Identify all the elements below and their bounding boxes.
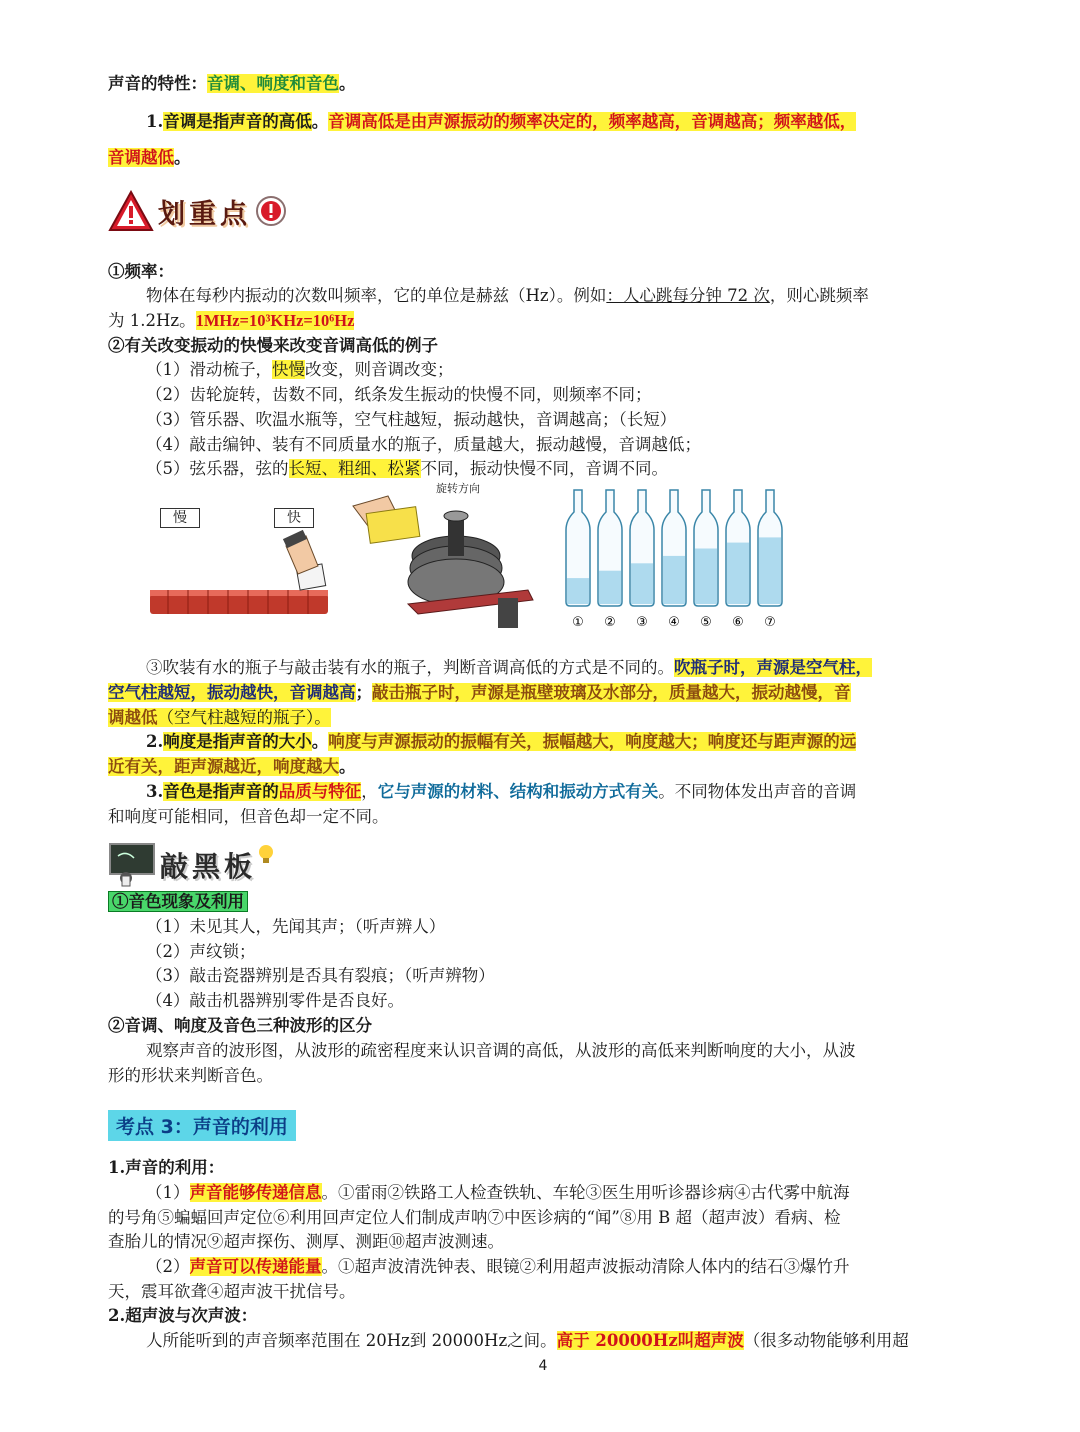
bottle-4	[662, 490, 686, 630]
title-highlight: 音调、响度和音色	[207, 74, 339, 93]
bottle-outline-4	[662, 490, 686, 606]
gear-illustration	[348, 482, 548, 636]
bottle-6	[726, 490, 750, 630]
rotation-label: 旋转方向	[436, 482, 480, 495]
key-points-text: 划重点	[158, 198, 251, 230]
bottle-label-1: ①	[572, 615, 584, 630]
bottle-pitch-line-1: ③吹装有水的瓶子与敲击装有水的瓶子，判断音调高低的方式是不同的。吹瓶子时，声源是空气柱，	[146, 658, 872, 677]
blackboard-icon	[108, 842, 156, 888]
frequency-line-2: 为 1.2Hz。1MHz=10³KHz=10⁶Hz	[108, 311, 355, 330]
frequency-heading: ①频率：	[108, 262, 174, 281]
bottle-outline-7	[758, 490, 782, 606]
ultrasound-heading: 2.超声波与次声波：	[108, 1306, 258, 1325]
lightbulb-icon	[256, 842, 276, 866]
blackboard-badge	[108, 842, 276, 888]
key-points-badge	[108, 190, 287, 232]
timbre-definition: 3.音色是指声音的品质与特征，它与声源的材料、结构和振动方式有关。不同物体发出声音的音调	[146, 782, 857, 801]
unit-conversion: 1MHz=10³KHz=10⁶Hz	[195, 311, 355, 330]
waveform-line-2: 形的形状来判断音色。	[108, 1066, 273, 1085]
bottle-outline-6	[726, 490, 750, 606]
timbre-heading: ①音色现象及利用	[108, 890, 248, 914]
pitch-definition: 1.音调是指声音的高低。音调高低是由声源振动的频率决定的，频率越高，音调越高；频率越低，	[146, 112, 857, 131]
sound-info-line-2: 的号角⑤蝙蝠回声定位⑥利用回声定位人们制成声呐⑦中医诊病的“闻”⑧用 B 超（超声波）看病、检	[108, 1208, 841, 1227]
comb-illustration	[148, 506, 348, 626]
timbre-definition-cont: 和响度可能相同，但音色却一定不同。	[108, 807, 389, 826]
bottle-outline-2	[598, 490, 622, 606]
loudness-definition: 2.响度是指声音的大小。响度与声源振动的振幅有关，振幅越大，响度越大；响度还与距声源的远	[146, 732, 857, 751]
bottle-7	[758, 490, 782, 630]
bottle-label-4: ④	[668, 615, 680, 630]
waveform-line-1: 观察声音的波形图，从波形的疏密程度来认识音调的高低，从波形的高低来判断响度的大小，从波	[146, 1041, 856, 1060]
sound-energy-line-2: 天，震耳欲聋④超声波干扰信号。	[108, 1282, 356, 1301]
sound-use-heading: 1.声音的利用：	[108, 1158, 225, 1177]
timbre-item-4: （4）敲击机器辨别零件是否良好。	[146, 991, 404, 1010]
bottle-outline-1	[566, 490, 590, 606]
sound-energy-line-1: （2）声音可以传递能量。①超声波清洗钟表、眼镜②利用超声波振动清除人体内的结石③爆竹升	[146, 1257, 850, 1276]
sound-info-line-1: （1）声音能够传递信息。①雷雨②铁路工人检查铁轨、车轮③医生用听诊器诊病④古代雾中航海	[146, 1183, 850, 1202]
ultrasound-line-1: 人所能听到的声音频率范围在 20Hz到 20000Hz之间。高于 20000Hz叫超声波（很多动物能够利用超	[146, 1331, 909, 1350]
bottles-illustration	[556, 486, 796, 636]
illustration-figure	[148, 482, 828, 636]
example-3: （3）管乐器、吹温水瓶等，空气柱越短，振动越快，音调越高；（长短）	[146, 410, 677, 429]
section-title: 声音的特性：音调、响度和音色。	[108, 74, 356, 93]
bottle-pitch-line-3: 调越低（空气柱越短的瓶子）。	[108, 708, 331, 727]
slow-label: 慢	[160, 508, 200, 528]
bottle-outline-3	[630, 490, 654, 606]
frequency-line-1: 物体在每秒内振动的次数叫频率，它的单位是赫兹（Hz）。例如：人心跳每分钟 72 次，则心跳频率	[146, 286, 869, 305]
bottle-label-6: ⑥	[732, 615, 744, 630]
loudness-definition-cont: 近有关，距声源越近，响度越大。	[108, 757, 356, 776]
page-number: 4	[538, 1358, 548, 1374]
bottle-2	[598, 490, 622, 630]
timbre-item-1: （1）未见其人，先闻其声；（听声辨人）	[146, 917, 446, 936]
comb-icon	[148, 506, 348, 626]
bottle-label-2: ②	[604, 615, 616, 630]
gear-icon	[348, 486, 548, 636]
timbre-item-3: （3）敲击瓷器辨别是否具有裂痕；（听声辨物）	[146, 966, 495, 985]
bottle-label-5: ⑤	[700, 615, 712, 630]
bottle-5	[694, 490, 718, 630]
bottle-outline-5	[694, 490, 718, 606]
waveform-heading: ②音调、响度及音色三种波形的区分	[108, 1016, 372, 1035]
blackboard-text: 敲黑板	[160, 850, 257, 883]
warning-triangle-icon	[108, 190, 154, 232]
bottle-label-7: ⑦	[764, 615, 776, 630]
example-1: （1）滑动梳子，快慢改变，则音调改变；	[146, 360, 454, 379]
bottle-3	[630, 490, 654, 630]
timbre-item-2: （2）声纹锁；	[146, 942, 256, 961]
example-5: （5）弦乐器，弦的长短、粗细、松紧不同，振动快慢不同，音调不同。	[146, 459, 668, 478]
exclamation-circle-icon	[255, 195, 287, 227]
pitch-definition-cont: 音调越低。	[108, 148, 191, 167]
exam-point-heading: 考点 3：声音的利用	[108, 1110, 296, 1141]
bottle-label-3: ③	[636, 615, 648, 630]
bottle-pitch-line-2: 空气柱越短，振动越快，音调越高；敲击瓶子时，声源是瓶壁玻璃及水部分，质量越大，振动越慢，音	[108, 683, 851, 702]
examples-heading: ②有关改变振动的快慢来改变音调高低的例子	[108, 336, 438, 355]
bottle-1	[566, 490, 590, 630]
example-2: （2）齿轮旋转，齿数不同，纸条发生振动的快慢不同，则频率不同；	[146, 385, 652, 404]
example-4: （4）敲击编钟、装有不同质量水的瓶子，质量越大，振动越慢，音调越低；	[146, 435, 701, 454]
fast-label: 快	[274, 508, 314, 528]
sound-info-line-3: 查胎儿的情况⑨超声探伤、测厚、测距⑩超声波测速。	[108, 1232, 504, 1251]
